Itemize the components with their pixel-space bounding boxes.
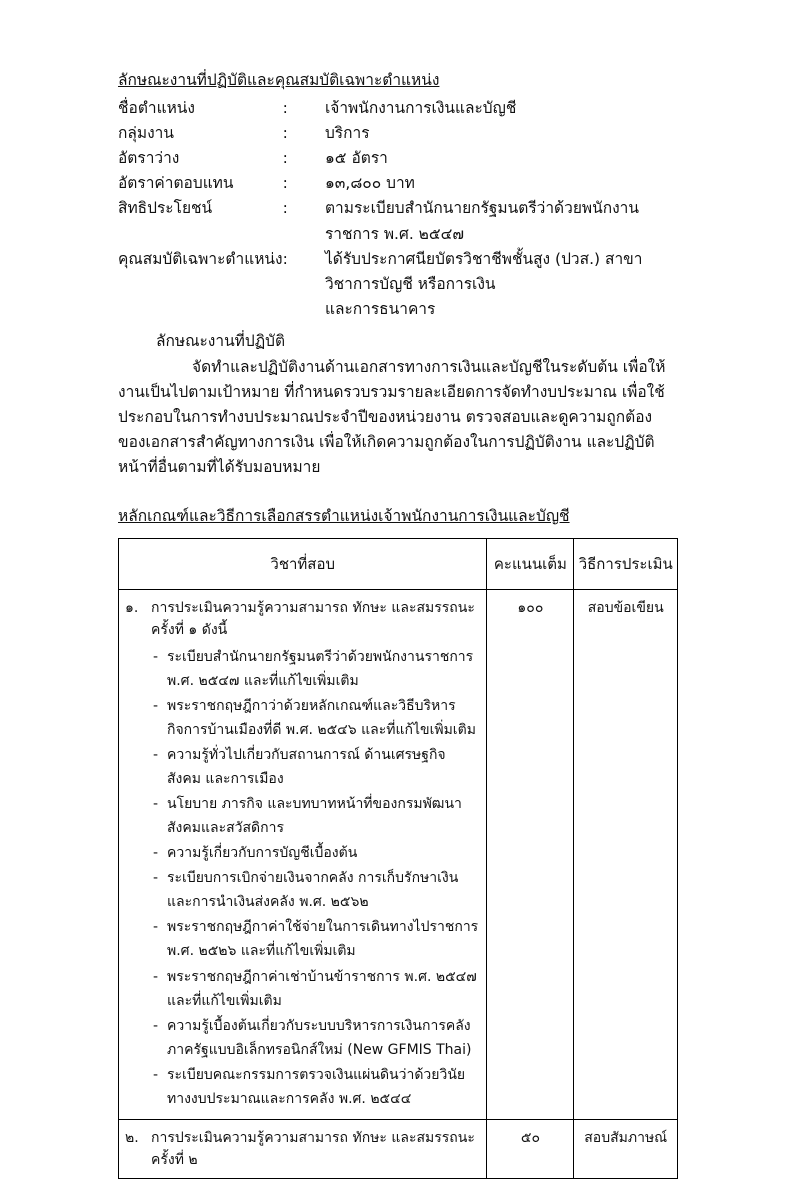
row2-title: การประเมินความรู้ความสามารถ ทักษะ และสมรรถนะ ครั้งที่ ๒ — [151, 1130, 475, 1169]
column-header-score: คะแนนเต็ม — [487, 538, 574, 589]
row1-score: ๑๐๐ — [487, 589, 574, 1119]
info-value-line1: ได้รับประกาศนียบัตรวิชาชีพชั้นสูง (ปวส.) สาขาวิชาการบัญชี หรือการเงิน — [324, 249, 643, 293]
list-item: - ความรู้ทั่วไปเกี่ยวกับสถานการณ์ ด้านเศรษฐกิจ สังคม และการเมือง — [153, 743, 480, 791]
list-item: - พระราชกฤษฎีกาค่าเช่าบ้านข้าราชการ พ.ศ. ๒๕๔๗ และที่แก้ไขเพิ่มเติม — [153, 965, 480, 1013]
info-label: อัตราว่าง — [118, 149, 180, 168]
list-item: - ระเบียบการเบิกจ่ายเงินจากคลัง การเก็บรักษาเงินและการนำเงินส่งคลัง พ.ศ. ๒๕๖๒ — [153, 866, 480, 914]
info-row — [118, 96, 678, 121]
info-value: ตามระเบียบสำนักนายกรัฐมนตรีว่าด้วยพนักงานราชการ พ.ศ. ๒๕๔๗ — [324, 199, 639, 243]
info-value: เจ้าพนักงานการเงินและบัญชี — [324, 99, 517, 118]
list-item: - ความรู้เกี่ยวกับการบัญชีเบื้องต้น — [153, 841, 480, 865]
row1-title: การประเมินความรู้ความสามารถ ทักษะ และสมรรถนะครั้งที่ ๑ ดังนี้ — [151, 599, 475, 638]
info-colon: : — [282, 149, 288, 168]
column-header-method: วิธีการประเมิน — [574, 538, 678, 589]
info-label: กลุ่มงาน — [118, 124, 174, 143]
info-label: คุณสมบัติเฉพาะตำแหน่ง — [118, 249, 283, 268]
info-row — [118, 121, 678, 146]
row1-subject-cell — [119, 589, 487, 1119]
info-label: สิทธิประโยชน์ — [118, 199, 213, 218]
criteria-heading: หลักเกณฑ์และวิธีการเลือกสรรตำแหน่งเจ้าพนักงานการเงินและบัญชี — [118, 506, 570, 525]
row2-subject-cell — [119, 1120, 487, 1179]
table-row — [119, 589, 678, 1119]
position-info-table — [118, 96, 678, 322]
info-value — [325, 247, 678, 322]
info-value: ๑๕ อัตรา — [324, 149, 388, 168]
list-item: - พระราชกฤษฎีกาว่าด้วยหลักเกณฑ์และวิธีบริหารกิจการบ้านเมืองที่ดี พ.ศ. ๒๕๔๖ และที่แก้ไขเพิ่มเติม — [153, 694, 480, 742]
info-label: ชื่อตำแหน่ง — [118, 99, 195, 118]
paragraph-line-1: จัดทำและปฏิบัติงานด้านเอกสารทางการเงินและบัญชีในระดับต้น เพื่อให้งานเป็นไปตามเป้าหมาย — [118, 358, 666, 402]
info-colon: : — [282, 174, 288, 193]
row1-method: สอบข้อเขียน — [574, 589, 678, 1119]
column-header-subject: วิชาที่สอบ — [119, 538, 487, 589]
info-colon: : — [282, 199, 288, 218]
list-item: - ระเบียบคณะกรรมการตรวจเงินแผ่นดินว่าด้วยวินัยทางงบประมาณและการคลัง พ.ศ. ๒๕๔๔ — [153, 1063, 480, 1111]
row2-number: ๒. — [125, 1130, 139, 1147]
table-row — [119, 1120, 678, 1179]
info-value: ๑๓,๘๐๐ บาท — [324, 174, 415, 193]
info-colon: : — [282, 99, 288, 118]
row2-score: ๕๐ — [487, 1120, 574, 1179]
list-item: - พระราชกฤษฎีกาค่าใช้จ่ายในการเดินทางไปราชการ พ.ศ. ๒๕๒๖ และที่แก้ไขเพิ่มเติม — [153, 915, 480, 963]
info-value-line2: และการธนาคาร — [324, 299, 436, 318]
info-row — [118, 247, 678, 322]
table-header-row — [119, 538, 678, 589]
info-value: บริการ — [324, 124, 370, 143]
info-row — [118, 146, 678, 171]
list-item: - นโยบาย ภารกิจ และบทบาทหน้าที่ของกรมพัฒนาสังคมและสวัสดิการ — [153, 792, 480, 840]
info-row — [118, 196, 678, 246]
info-colon: : — [282, 249, 288, 268]
list-item: - ความรู้เบื้องต้นเกี่ยวกับระบบบริหารการเงินการคลังภาครัฐแบบอิเล็กทรอนิกส์ใหม่ (New GFMIS Thai) — [153, 1014, 480, 1062]
info-label: อัตราค่าตอบแทน — [118, 174, 234, 193]
list-item: - ระเบียบสำนักนายกรัฐมนตรีว่าด้วยพนักงานราชการ พ.ศ. ๒๕๔๗ และที่แก้ไขเพิ่มเติม — [153, 645, 480, 693]
paragraph-line-3: ตรวจสอบและดูความถูกต้องของเอกสารสำคัญทางการเงิน เพื่อให้เกิดความถูกต้องในการปฏิบัติงาน และปฏิบัติ — [118, 408, 655, 452]
duties-sub-heading: ลักษณะงานที่ปฏิบัติ — [156, 332, 286, 350]
paragraph-line-2: ที่กำหนดรวบรวมรายละเอียดการจัดทำงบประมาณ เพื่อใช้ประกอบในการทำงบประมาณประจำปีของหน่วยงาน — [118, 383, 665, 427]
exam-criteria-table — [118, 538, 678, 1179]
section1-heading: ลักษณะงานที่ปฏิบัติและคุณสมบัติเฉพาะตำแหน่ง — [118, 71, 440, 89]
row1-number: ๑. — [125, 599, 139, 616]
document-content — [118, 68, 678, 1179]
info-colon: : — [282, 124, 288, 143]
duties-paragraph — [118, 355, 678, 481]
paragraph-line-4: หน้าที่อื่นตามที่ได้รับมอบหมาย — [118, 458, 321, 477]
info-row — [118, 171, 678, 196]
row1-bullet-list — [125, 645, 480, 1111]
row2-method: สอบสัมภาษณ์ — [574, 1120, 678, 1179]
